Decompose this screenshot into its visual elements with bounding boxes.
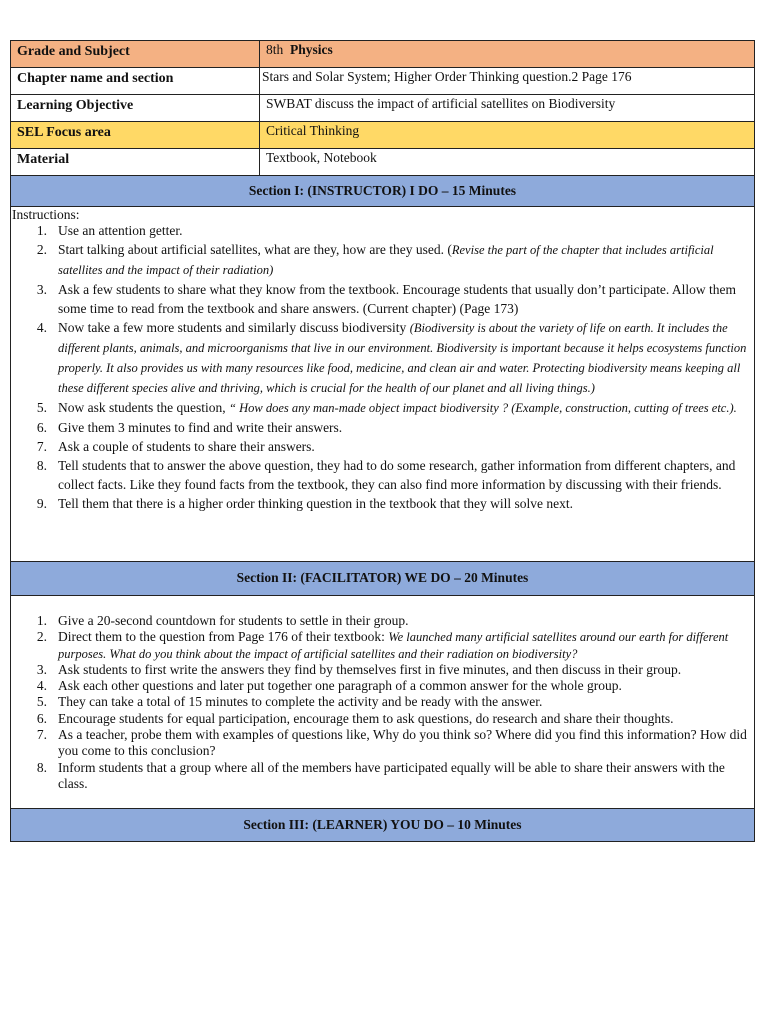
list-item: 3. Ask students to first write the answers they find by themselves first in five minutes, and then discuss in their group. (36, 661, 682, 677)
list-item: 1. Use an attention getter. (36, 223, 183, 238)
section-1-list (11, 221, 755, 513)
list-item: 6. Encourage students for equal participation, encourage them to ask questions, do research and share their thoughts. (36, 710, 674, 726)
grade-subject-label: Grade and Subject (11, 41, 260, 68)
sel-value: Critical Thinking (260, 122, 755, 149)
section-1-header: Section I: (INSTRUCTOR) I DO – 15 Minutes (10, 176, 755, 207)
objective-value: SWBAT discuss the impact of artificial satellites on Biodiversity (260, 95, 755, 122)
grade-value: 8th (266, 42, 284, 57)
subject-value: Physics (290, 42, 333, 57)
list-item: 2. Start talking about artificial satellites, what are they, how are they used. (Revise the part of the chapter that includes artificial satellites and the impact of their radiation) (36, 242, 714, 277)
list-item: 5. They can take a total of 15 minutes to complete the activity and be ready with the answer. (36, 694, 543, 710)
lesson-plan-page (10, 40, 755, 842)
sel-label: SEL Focus area (11, 122, 260, 149)
section-1-body (10, 207, 755, 562)
list-item: 6. Give them 3 minutes to find and write their answers. (36, 420, 343, 435)
list-item: 4. Ask each other questions and later put together one paragraph of a common answer for the whole group. (36, 678, 622, 694)
objective-row (11, 95, 755, 122)
sel-row (11, 122, 755, 149)
list-item: 3. Ask a few students to share what they know from the textbook. Encourage students that usually don’t participate. Allow them some time to read from the textbook and share answers. (Current chapter) (Page 173) (36, 282, 736, 316)
objective-label: Learning Objective (11, 95, 260, 122)
chapter-label: Chapter name and section (11, 68, 260, 95)
grade-subject-value (260, 41, 755, 68)
section-2-list (11, 613, 755, 792)
list-item: 8. Tell students that to answer the above question, they had to do some research, gather information from different chapters, and collect facts. Like they found facts from the textbook, they can also find more information by discussing with their friends. (36, 458, 736, 492)
material-row (11, 149, 755, 176)
material-value: Textbook, Notebook (260, 149, 755, 176)
list-item: 9. Tell them that there is a higher order thinking question in the textbook that they will solve next. (36, 496, 573, 511)
list-item: 2. Direct them to the question from Page 176 of their textbook: We launched many artificial satellites around our earth for different purposes. What do you think about the impact of artificial satellites and their radiation on biodiversity? (36, 629, 729, 661)
chapter-value: Stars and Solar System; Higher Order Thinking question.2 Page 176 (260, 68, 755, 95)
material-label: Material (11, 149, 260, 176)
section-2-body (10, 596, 755, 809)
list-item: 4. Now take a few more students and similarly discuss biodiversity (Biodiversity is about the variety of life on earth. It includes the different plants, animals, and microorganisms that live in our environment. Biodiversity is important because it helps ecosystems function properly. It also provides us with many resources like food, medicine, and clean air and water. Protecting biodiversity means keeping all these different species alive and thriving, which is crucial for the health of our planet and all living things.) (36, 320, 747, 395)
list-item: 8. Inform students that a group where all of the members have participated equally will be able to share their answers with the class. (36, 759, 725, 791)
list-item: 5. Now ask students the question, “ How does any man-made object impact biodiversity ? (Example, construction, cutting of trees etc.). (36, 400, 737, 415)
section-2-header: Section II: (FACILITATOR) WE DO – 20 Minutes (10, 562, 755, 596)
grade-subject-row (11, 41, 755, 68)
list-item: 1. Give a 20-second countdown for students to settle in their group. (36, 613, 409, 628)
lesson-meta-table (10, 40, 755, 176)
list-item: 7. As a teacher, probe them with examples of questions like, Why do you think so? Where did you find this information? How did you come to this conclusion? (36, 727, 747, 759)
instructions-label: Instructions: (12, 207, 80, 222)
list-item: 7. Ask a couple of students to share their answers. (36, 439, 315, 454)
chapter-row (11, 68, 755, 95)
section-3-header: Section III: (LEARNER) YOU DO – 10 Minutes (10, 809, 755, 842)
